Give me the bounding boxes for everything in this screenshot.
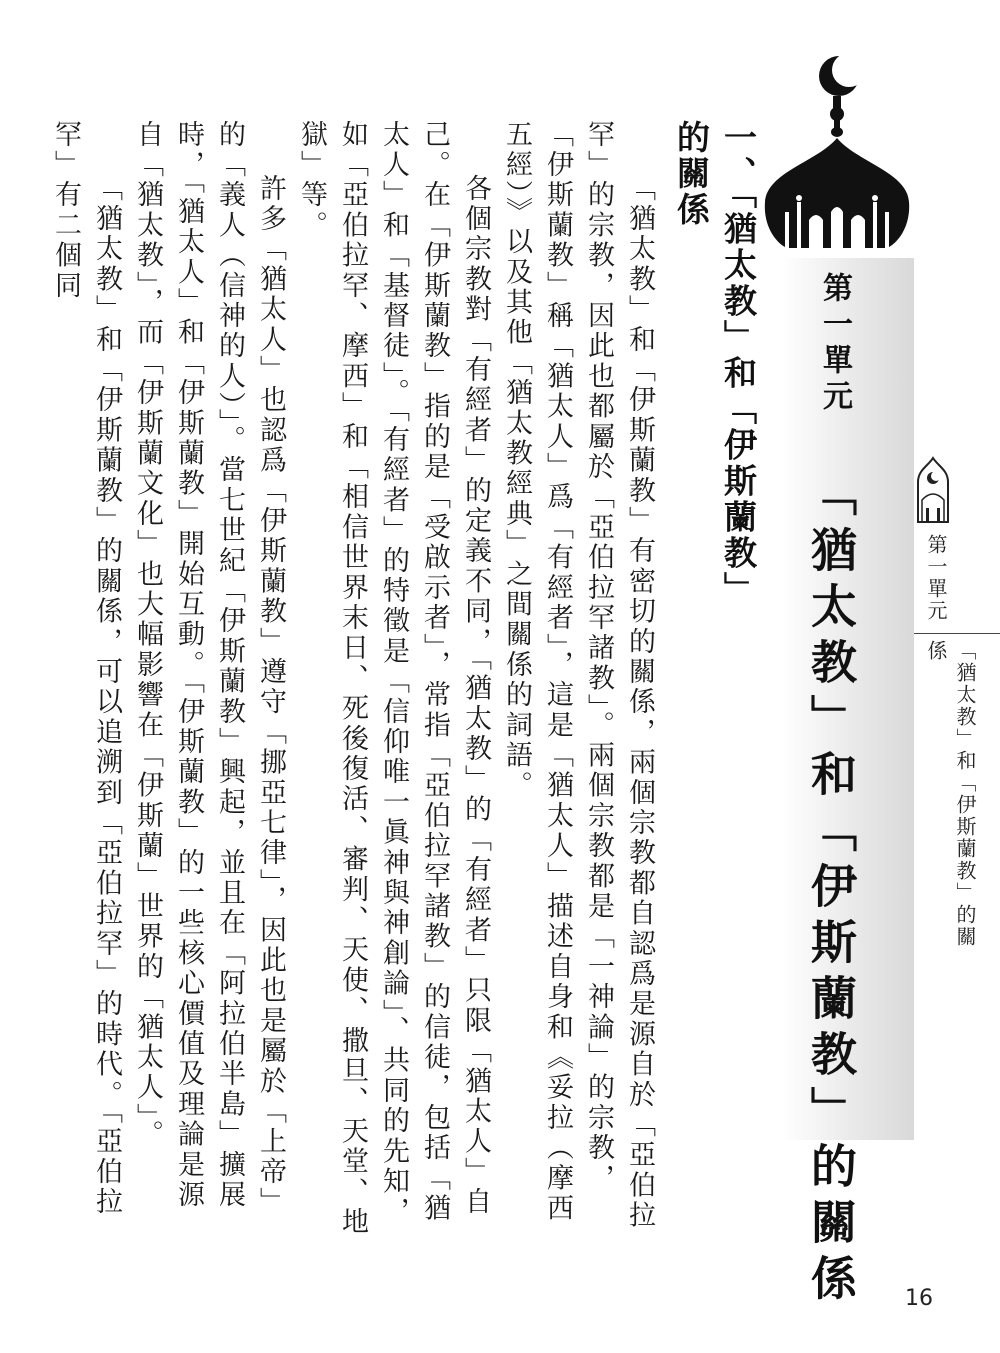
mosque-dome-icon <box>757 52 917 248</box>
chapter-title: 「猶太教」和「伊斯蘭教」的關係 <box>804 470 858 1310</box>
paragraph: 「猶太教」和「伊斯蘭教」的關係，可以追溯到「亞伯拉罕」的時代。「亞伯拉罕」有二個同 <box>50 120 122 1218</box>
running-header-chapter: 「猶太教」和「伊斯蘭教」的關係 <box>924 640 977 948</box>
body-text <box>50 120 660 1240</box>
paragraph: 許多「猶太人」也認爲「伊斯蘭教」遵守「挪亞七律」，因此也是屬於「上帝」的「義人（信神的人）」。當七世紀「伊斯蘭教」興起，並且在「阿拉伯半島」擴展時，「猶太人」和「伊斯蘭教」開始互動。「伊斯蘭教」的一些核心價值及理論是源自「猶太教」，而「伊斯蘭文化」也大幅影響在「伊斯蘭」世界的「猶太人」。 <box>132 120 286 1218</box>
unit-label: 第一單元 <box>817 272 852 416</box>
section-heading: 一、「猶太教」和「伊斯蘭教」的關係 <box>672 120 758 608</box>
running-header-unit: 第一單元 <box>924 534 948 622</box>
small-dome-icon <box>916 456 950 524</box>
page-number: 16 <box>905 1286 933 1311</box>
paragraph: 「猶太教」和「伊斯蘭教」有密切的關係，兩個宗教都自認爲是源自於「亞伯拉罕」的宗教，因此也都屬於「亞伯拉罕諸教」。兩個宗教都是「一神論」的宗教，「伊斯蘭教」稱「猶太人」爲「有經者」，這是「猶太人」描述自身和《妥拉（摩西五經）》以及其他「猶太教經典」之間關係的詞語。 <box>501 120 655 1231</box>
paragraph: 各個宗教對「有經者」的定義不同，「猶太教」的「有經者」只限「猶太人」自己。在「伊斯蘭教」指的是「受啟示者」，常指「亞伯拉罕諸教」的信徒，包括「猶太人」和「基督徒」。「有經者」的特徵是「信仰唯一眞神與神創論」、共同的先知，如「亞伯拉罕、摩西」和「相信世界末日、死後復活、審判、天使、撒旦、天堂、地獄」等。 <box>296 120 491 1238</box>
running-header-divider <box>914 633 1000 634</box>
